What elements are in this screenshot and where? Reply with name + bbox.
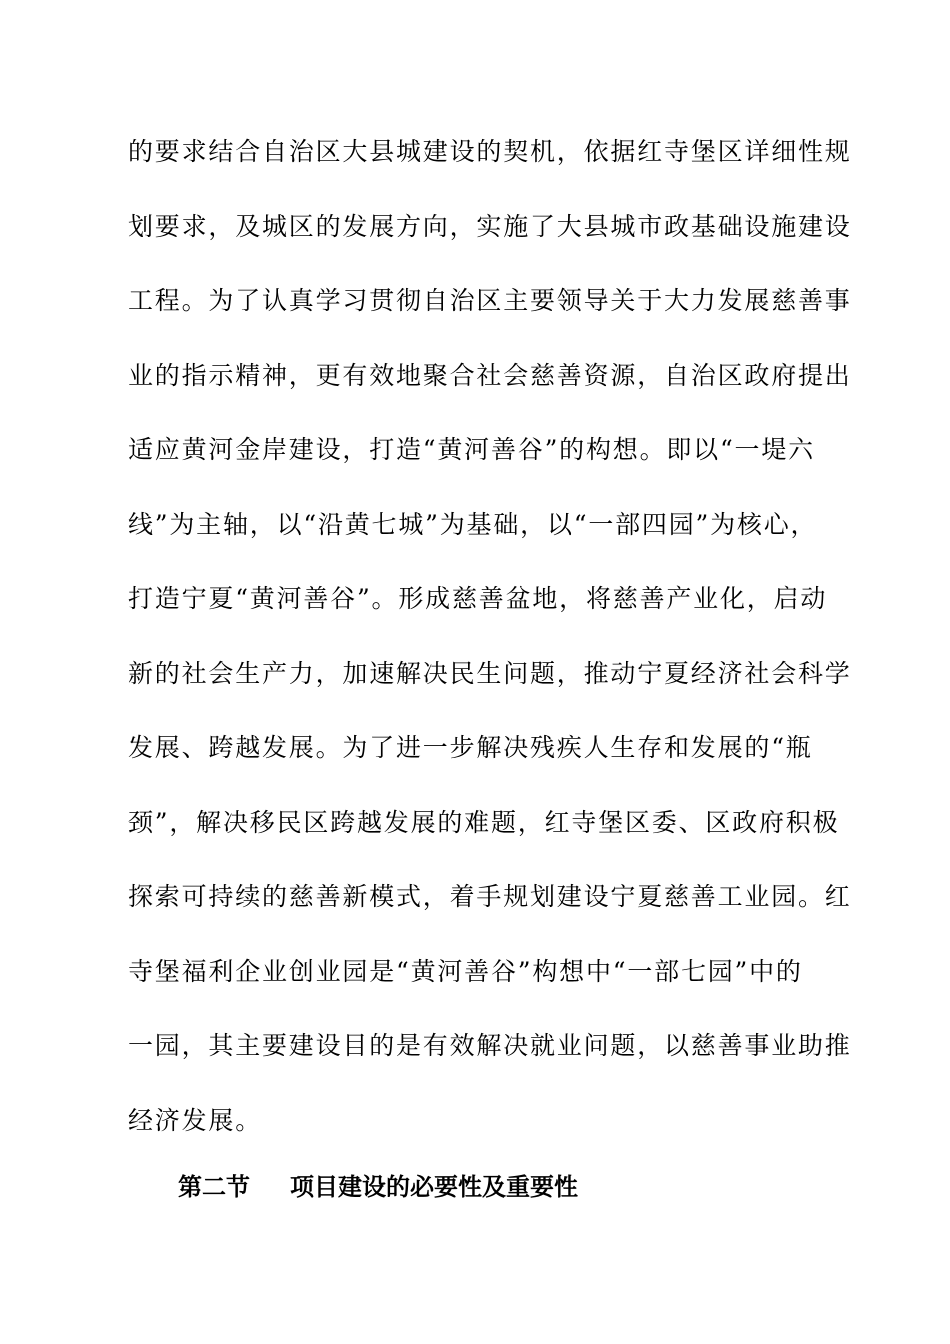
paragraph-line: 寺堡福利企业创业园是“黄河善谷”构想中“一部七园”中的 [128, 957, 803, 986]
paragraph-line: 适应黄河金岸建设，打造“黄河善谷”的构想。即以“一堤六 [128, 435, 815, 464]
section-number: 第二节 [178, 1173, 250, 1201]
section-heading [178, 1170, 578, 1204]
paragraph-line: 探索可持续的慈善新模式，着手规划建设宁夏慈善工业园。红 [128, 882, 852, 911]
paragraph-line: 打造宁夏“黄河善谷”。形成慈善盆地，将慈善产业化，启动 [128, 584, 828, 613]
paragraph-line: 划要求，及城区的发展方向，实施了大县城市政基础设施建设 [128, 212, 852, 241]
paragraph-line: 的要求结合自治区大县城建设的契机，依据红寺堡区详细性规 [128, 137, 852, 166]
paragraph-line: 业的指示精神，更有效地聚合社会慈善资源，自治区政府提出 [128, 361, 852, 390]
paragraph-line: 线”为主轴，以“沿黄七城”为基础，以“一部四园”为核心， [128, 510, 818, 539]
paragraph-line: 发展、跨越发展。为了进一步解决残疾人生存和发展的“瓶 [128, 733, 813, 762]
paragraph-line: 工程。为了认真学习贯彻自治区主要领导关于大力发展慈善事 [128, 286, 852, 315]
section-title: 项目建设的必要性及重要性 [290, 1173, 578, 1201]
paragraph-line: 一园，其主要建设目的是有效解决就业问题，以慈善事业助推 [128, 1031, 852, 1060]
paragraph-line: 颈”，解决移民区跨越发展的难题，红寺堡区委、区政府积极 [128, 808, 840, 837]
paragraph-line: 新的社会生产力，加速解决民生问题，推动宁夏经济社会科学 [128, 659, 852, 688]
paragraph-line: 经济发展。 [128, 1106, 263, 1135]
